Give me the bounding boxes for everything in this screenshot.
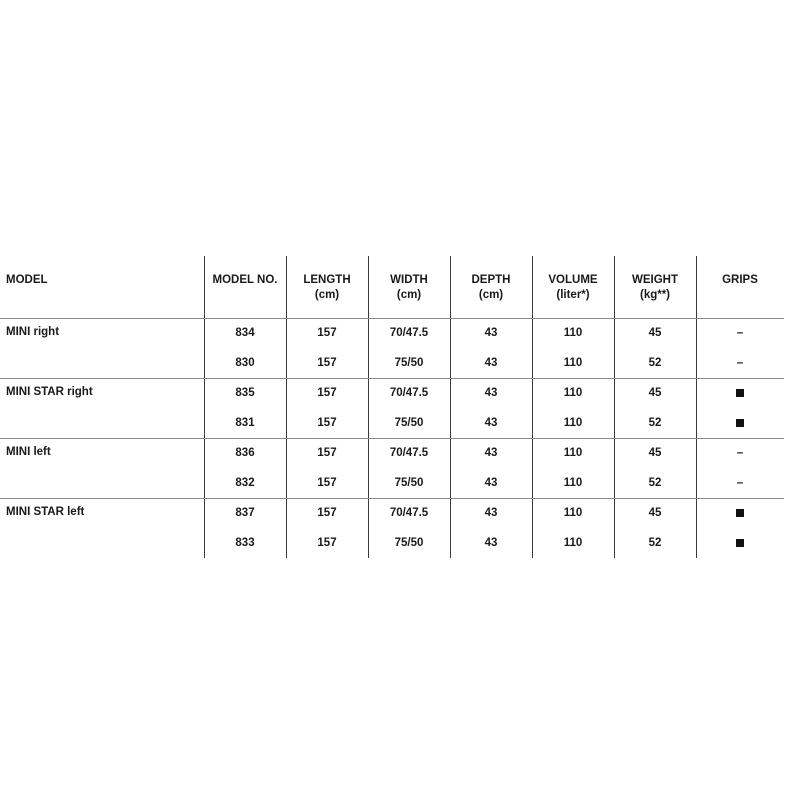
cell-width: 75/50 [394, 417, 424, 429]
header-line: (cm) [314, 289, 340, 301]
spec-table [0, 256, 784, 558]
header-line: (cm) [478, 289, 504, 301]
cell-model-no: 831 [235, 417, 255, 429]
header-depth [451, 273, 531, 303]
cell-model-no: 830 [235, 357, 255, 369]
cell-depth: 43 [484, 327, 498, 339]
cell-volume: 110 [563, 387, 583, 399]
cell-width: 70/47.5 [389, 327, 429, 339]
header-line: WEIGHT [632, 274, 678, 286]
cell-length: 157 [317, 507, 337, 519]
cell-width: 75/50 [394, 357, 424, 369]
cell-depth: 43 [484, 357, 498, 369]
cell-depth: 43 [484, 537, 498, 549]
header-line: DEPTH [471, 274, 511, 286]
header-line: LENGTH [303, 274, 351, 286]
cell-model-no: 837 [235, 507, 255, 519]
header-line: VOLUME [548, 274, 598, 286]
header-model [6, 273, 48, 288]
cell-volume: 110 [563, 477, 583, 489]
cell-grips: – [736, 357, 744, 369]
header-volume [533, 273, 613, 303]
model-name: MINI STAR right [6, 386, 93, 398]
model-name: MINI STAR left [6, 506, 85, 518]
cell-weight: 52 [648, 537, 662, 549]
header-width [369, 273, 449, 303]
row-divider [0, 498, 784, 499]
cell-weight: 52 [648, 477, 662, 489]
cell-model-no: 835 [235, 387, 255, 399]
column-divider [696, 256, 697, 558]
header-line: MODEL [6, 274, 48, 286]
cell-weight: 45 [648, 507, 662, 519]
header-line: (cm) [396, 289, 422, 301]
grips-square-icon [736, 509, 744, 517]
cell-length: 157 [317, 477, 337, 489]
cell-width: 70/47.5 [389, 447, 429, 459]
cell-volume: 110 [563, 537, 583, 549]
cell-grips [700, 386, 780, 401]
row-divider [0, 378, 784, 379]
cell-model-no: 836 [235, 447, 255, 459]
cell-weight: 45 [648, 387, 662, 399]
grips-square-icon [736, 539, 744, 547]
cell-length: 157 [317, 357, 337, 369]
cell-depth: 43 [484, 447, 498, 459]
cell-width: 70/47.5 [389, 387, 429, 399]
cell-grips [700, 506, 780, 521]
cell-weight: 45 [648, 447, 662, 459]
model-name: MINI left [6, 446, 51, 458]
header-model-no [205, 273, 285, 288]
cell-volume: 110 [563, 447, 583, 459]
cell-weight: 52 [648, 357, 662, 369]
cell-grips [700, 416, 780, 431]
header-grips [700, 273, 780, 288]
cell-length: 157 [317, 417, 337, 429]
header-line: (kg**) [639, 289, 671, 301]
cell-volume: 110 [563, 327, 583, 339]
header-weight [615, 273, 695, 303]
row-divider [0, 318, 784, 319]
row-divider [0, 438, 784, 439]
cell-length: 157 [317, 327, 337, 339]
cell-length: 157 [317, 387, 337, 399]
header-line: WIDTH [390, 274, 428, 286]
header-line: MODEL NO. [212, 274, 278, 286]
model-name: MINI right [6, 326, 60, 338]
cell-depth: 43 [484, 417, 498, 429]
cell-width: 75/50 [394, 537, 424, 549]
cell-depth: 43 [484, 477, 498, 489]
cell-volume: 110 [563, 417, 583, 429]
cell-length: 157 [317, 537, 337, 549]
cell-model-no: 833 [235, 537, 255, 549]
cell-width: 75/50 [394, 477, 424, 489]
header-line: (liter*) [556, 289, 590, 301]
cell-depth: 43 [484, 387, 498, 399]
cell-grips: – [736, 327, 744, 339]
cell-depth: 43 [484, 507, 498, 519]
grips-square-icon [736, 389, 744, 397]
cell-length: 157 [317, 447, 337, 459]
cell-grips [700, 536, 780, 551]
cell-grips: – [736, 447, 744, 459]
cell-grips: – [736, 477, 744, 489]
cell-weight: 45 [648, 327, 662, 339]
cell-width: 70/47.5 [389, 507, 429, 519]
cell-volume: 110 [563, 357, 583, 369]
grips-square-icon [736, 419, 744, 427]
cell-volume: 110 [563, 507, 583, 519]
cell-weight: 52 [648, 417, 662, 429]
cell-model-no: 832 [235, 477, 255, 489]
header-line: GRIPS [722, 274, 758, 286]
header-length [287, 273, 367, 303]
cell-model-no: 834 [235, 327, 255, 339]
